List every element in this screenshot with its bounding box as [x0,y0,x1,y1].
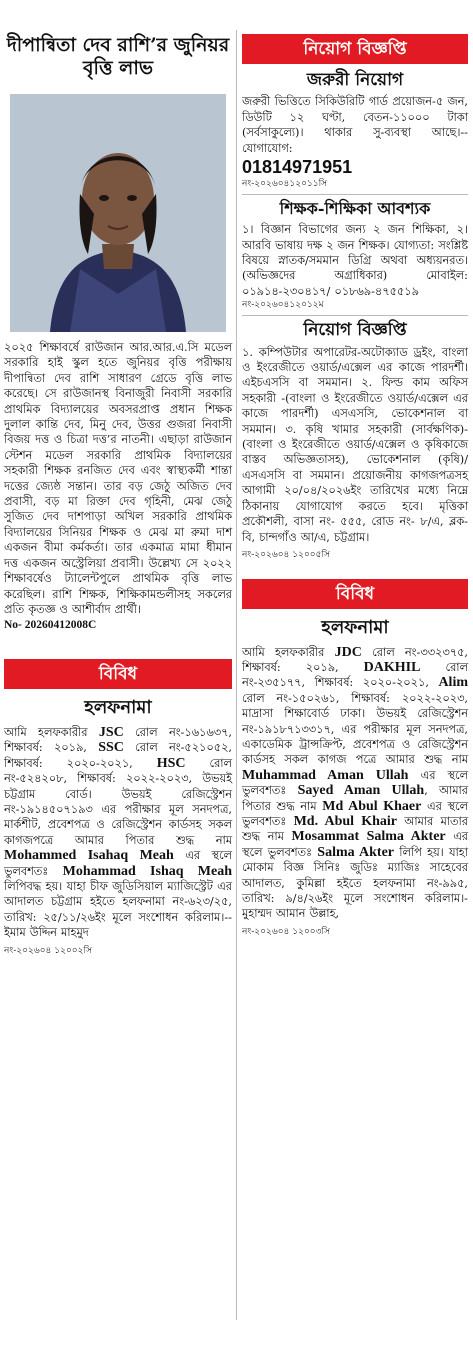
aff-right-text-6: , আমার পিতার শুদ্ধ নাম [242,784,468,813]
jobs-banner: নিয়োগ বিজ্ঞপ্তি [242,34,468,64]
story-body: ২০২৫ শিক্ষাবর্ষে রাউজান আর.আর.এ.সি মডেল সরকারি হাই স্কুল হতে জুনিয়র বৃত্তি পরীক্ষায় দীপান্বিতা দেব রাশি সাধারণ গ্রেডে বৃত্তি লাভ করেছে। সে রাউজানস্থ বিনাজুরী নিবাসী সরকারি প্রাথমিক বিদ্যালয়ের অবসরপ্রাপ্ত প্রধান শিক্ষক দুলাল কান্তি দেব, মিনু দেব, উত্তর গুজরা নিবাসী বিজয় দত্ত ও চিত্রা দত্ত’র নাতনী। এছাড়া রাউজান স্টেশন মডেল সরকারি প্রাথমিক বিদ্যালয়ের সহকারী শিক্ষক রনজিত দেব এবং স্বাস্থ্যকর্মী শান্তা দত্তের জ্যেষ্ঠ সন্তান। তার বড় জেঠু অজিত দেব প্রবাসী, বড় মা রিক্তা দেব গৃহিনী, মেঝ জেঠু সুজিত দেব দাশপাড়া অখিল সরকারি প্রাথমিক বিদ্যালয়ের সিনিয়র শিক্ষক ও মেঝ মা রুমা দাশ একজন বীমা কর্মকর্তা। তার একমাত্র মামা ধীমান দত্ত একজন অস্ট্রেলিয়া প্রবাসী। উল্লেখ্য সে ২০২২ শিক্ষাবর্ষেও ট্যালেন্টপুলে প্রাথমিক বৃত্তি লাভ করেছিল। রাশি শিক্ষক, শিক্ষিকামন্ডলীসহ সকলের প্রতি কৃতজ্ঞ ও আশীর্বাদ প্রার্থী। [4,341,232,616]
aff-right-mother-correct: Mosammat Salma Akter [291,829,446,845]
ad3-body: ১. কম্পিউটার অপারেটর-অটোক্যাড ড্রইং, বাংলা ও ইংরেজীতে ওয়ার্ড/এক্সেল এর কাজে পারদর্শী। এইচএসসি বা সমমান। ২. ফিল্ড কাম অফিস সহকারী -(বাংলা ও ইংরেজীতে ওয়ার্ড/এক্সেল এর কাজে পারদর্শী) এসএসসি, ভোকেশনাল বা সমমান। ৩. কৃষি খামার সহকারী (সার্বক্ষণিক)-(বাংলা ও ইংরেজীতে ওয়ার্ড/এক্সেল ও কৃষিকাজে বাস্তব অভিজ্ঞতাসহ), ভোকেশনাল (কৃষি)/ এসএসসি বা সমমান। প্রয়োজনীয় কাগজপত্রসহ আগামী ২০/০৪/২০২৬ইং তারিখের মধ্যে নিম্নে ঠিকানায় যোগাযোগ করতে হবে। মৃত্তিকা প্রকৌশলী, বাসা নং- ৫৫৫, রোড নং- ৮/এ, ব্লক-বি, চান্দগাঁও আ/এ, চট্টগ্রাম। [242,345,468,544]
aff-left-jsc: JSC [98,724,124,740]
aff-left-text-6: লিপিবদ্ধ হয়। যাহা চীফ জুডিসিয়াল ম্যাজিস্ট্রেট এর আদালত চট্টগ্রাম হইতে হলফনামা নং-৬২৩/২৫, তারিখ: ২৫/১১/২৬ইং মূলে সংশোধন করিলাম।--ইমাম উদ্দিন মাহমুদ [4,879,232,940]
aff-right-text-9: এর স্থলে ভুলবশতঃ [242,830,469,859]
student-portrait-photo [10,94,226,332]
ad1-ref: নং-২০২৬০৪১২০১১সি [242,179,328,190]
misc-banner-left: বিবিধ [4,659,232,689]
ad3-ref: নং-২০২৬০৪ ১২০০৫সি [242,549,331,560]
aff-left-text-2: রোল নং-১৬১৬৩৭, শিক্ষাবর্ষ: ২০১৯, [4,725,233,755]
story-title: দীপান্বিতা দেব রাশি’র জুনিয়র বৃত্তি লাভ [6,34,230,79]
aff-left-wrong-name: Mohammad Ishaq Meah [62,863,232,879]
aff-right-dakhil: DAKHIL [363,659,421,675]
aff-left-hsc: HSC [156,755,186,771]
story-number: No- 20260412008C [4,619,97,632]
aff-right-text-4: রোল নং-১৫০২৬১, শিক্ষাবর্ষ: ২০২২-২০২৩, মাদ্রাসা শিক্ষাবোর্ড ঢাকা। উভয়ই রেজিস্ট্রেশন নং-১৯১৮৭১৩৩১৭, এর পরীক্ষার মূল সনদপত্র, একাডেমিক ট্রান্সক্রিপ্ট, প্রবেশপত্র ও রেজিস্ট্রেশন কার্ডসহ সকল কাগজ পত্রে আমার শুদ্ধ নাম [242,691,468,767]
aff-right-text-8: আমার মাতার শুদ্ধ নাম [242,814,468,844]
ad2-ref: নং-২০২৬০৪১২০১২ম [242,300,324,311]
left-column [4,0,232,957]
affidavit-body-left [4,725,232,941]
portrait-illustration [10,94,226,332]
column-divider [236,30,237,1320]
ad2-body: ১। বিজ্ঞান বিভাগের জন্য ২ জন শিক্ষিকা, ২। আরবি ভাষায় দক্ষ ২ জন শিক্ষক। যোগ্যতা: সংশ্লিষ্ট বিষয়ে স্নাতক/সমমান ডিগ্রি অথবা অধ্যয়নরত। (অভিজ্ঞদের অগ্রাধিকার) মোবাইল: ০১৯১৪-২৩০৪১৭/ ০১৮৬৯-৪৭৫৫১৯ [242,223,469,298]
aff-left-text-1: আমি হলফকারীর [4,725,99,739]
right-column [242,0,468,938]
divider-2 [242,315,468,316]
aff-right-father-correct: Md Abul Khaer [322,798,422,814]
ad1-body: জরুরী ভিত্তিতে সিকিউরিটি গার্ড প্রয়োজন-৫ জন, ডিউটি ১২ ঘণ্টা, বেতন-১১০০০ টাকা (সর্বসাকুল্যে)। থাকার সু-ব্যবস্থা আছে।--যোগাযোগ: [242,95,468,155]
aff-right-text-1: আমি হলফকারীর [242,645,335,659]
aff-right-text-5: এর স্থলে ভুলবশতঃ [242,768,468,798]
aff-right-text-3: রোল নং-২৩৫১৭৭, শিক্ষাবর্ষ: ২০২০-২০২১, [242,660,468,690]
aff-left-text-3: রোল নং-৫২১০৫২, শিক্ষাবর্ষ: ২০২০-২০২১, [4,741,233,770]
affidavit-ref-left: নং-২০২৬০৪ ১২০০২সি [4,945,93,956]
affidavit-body-right [242,645,468,922]
aff-right-jdc: JDC [334,644,362,660]
ad1-title: জরুরী নিয়োগ [306,70,404,90]
aff-left-ssc: SSC [98,740,124,756]
affidavit-title-left: হলফনামা [84,697,152,719]
aff-right-text-2: রোল নং-৩৩২৩৭৫, শিক্ষাবর্ষ: ২০১৯, [242,645,469,674]
aff-right-wrong-name: Sayed Aman Ullah [297,783,425,799]
aff-left-text-5: এর স্থলে ভুলবশতঃ [4,849,232,878]
aff-right-text-7: এর স্থলে ভুলবশতঃ [242,799,468,828]
aff-left-correct-name: Mohammed Isahaq Meah [4,848,174,864]
aff-right-alim: Alim [438,675,468,691]
aff-right-mother-wrong: Salma Akter [317,844,395,860]
ad1-phone: 01814971951 [242,157,353,178]
ad2-title: শিক্ষক-শিক্ষিকা আবশ্যক [279,199,431,219]
misc-banner-right: বিবিধ [242,579,468,609]
ad3-title: নিয়োগ বিজ্ঞপ্তি [303,320,407,341]
aff-right-text-10: লিপি হয়। যাহা মোকাম বিজ্ঞ সিনিঃ জুডিঃ ম্যাজিঃ সাহেবের আদালত, কুমিল্লা হইতে হলফনামা নং-৯৯৫, তারিখ: ৯/৪/২৬ইং মূলে সংশোধন করিলাম।-মুহাম্মদ আমান উল্লাহ, [242,845,468,921]
affidavit-ref-right: নং-২০২৬০৪ ১২০০৩সি [242,926,331,937]
aff-right-father-wrong: Md. Abul Khair [293,813,398,829]
aff-left-text-4: রোল নং-৫২৪২০৮, শিক্ষাবর্ষ: ২০২২-২০২৩, উভয়ই চট্টগ্রাম বোর্ড। উভয়ই রেজিস্ট্রেশন নং-১৯১৪৫০৭১৯৩ এর পরীক্ষার মূল সনদপত্র, মার্কশীট, প্রবেশপত্র ও রেজিস্ট্রেশন কার্ডসহ সকল কাগজপত্রে আমার পিতার শুদ্ধ নাম [4,756,232,847]
aff-right-correct-name: Muhammad Aman Ullah [242,767,409,783]
affidavit-title-right: হলফনামা [321,616,389,638]
divider-1 [242,194,468,195]
